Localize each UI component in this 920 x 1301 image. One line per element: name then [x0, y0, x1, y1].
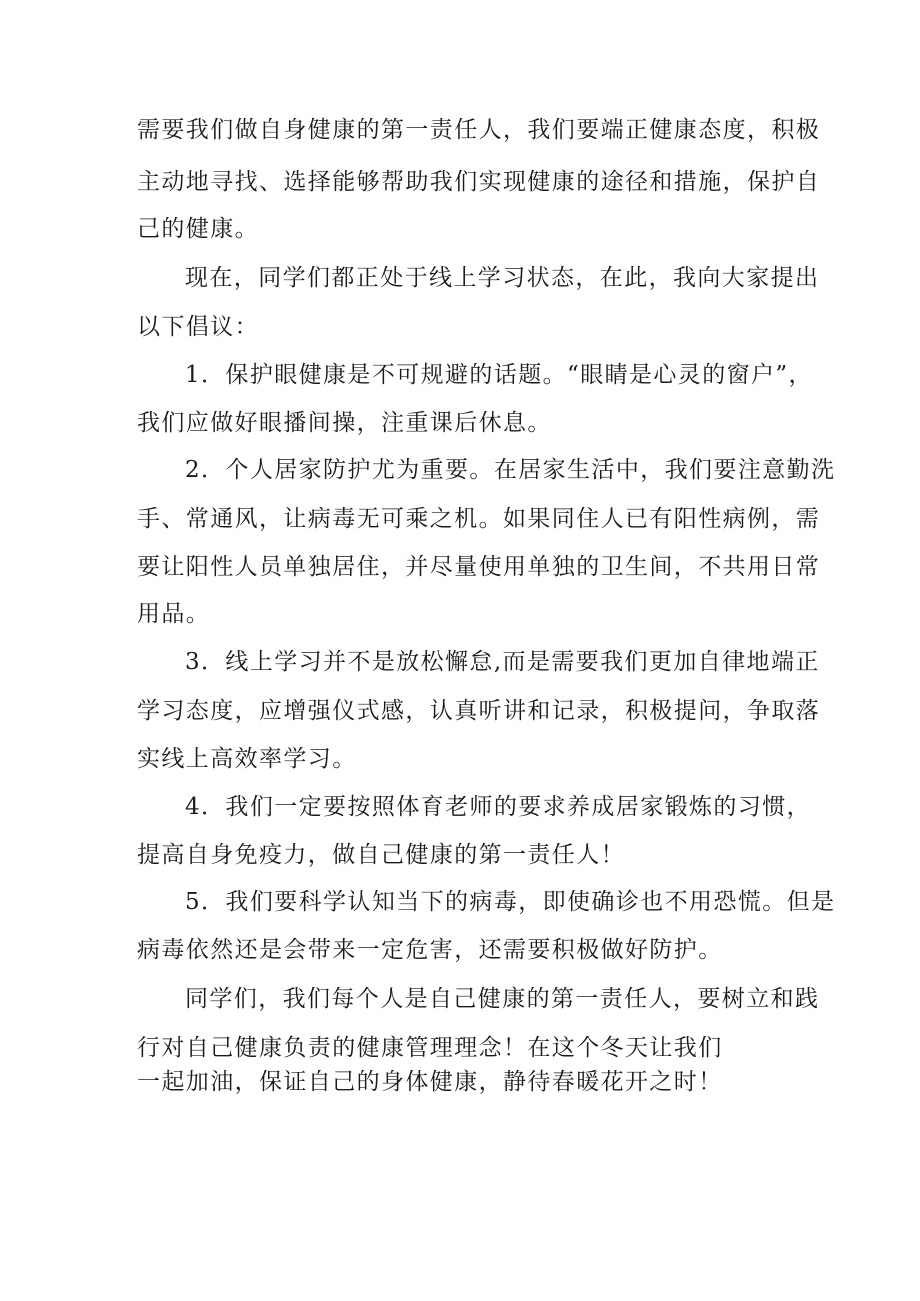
text-line: 己的健康。	[137, 216, 259, 242]
text-line: 主动地寻找、选择能够帮助我们实现健康的途径和措施，保护自	[137, 169, 821, 195]
text-line: 一起加油，保证自己的身体健康，静待春暖花开之时！	[137, 1069, 723, 1095]
text-line: 要让阳性人员单独居住，并尽量使用单独的卫生间，不共用日常	[137, 554, 821, 580]
text-line: 1．保护眼健康是不可规避的话题。“眼睛是心灵的窗户”，	[185, 362, 813, 388]
text-line: 我们应做好眼播间操，注重课后休息。	[137, 410, 552, 436]
text-line: 5．我们要科学认知当下的病毒，即使确诊也不用恐慌。但是	[185, 889, 836, 915]
text-line: 手、常通风，让病毒无可乘之机。如果同住人已有阳性病例，需	[137, 506, 821, 532]
text-line: 现在，同学们都正处于线上学习状态，在此，我向大家提出	[185, 265, 820, 291]
text-line: 4．我们一定要按照体育老师的要求养成居家锻炼的习惯，	[185, 794, 812, 820]
text-line: 3．线上学习并不是放松懈怠,而是需要我们更加自律地端正	[185, 649, 820, 675]
text-line: 病毒依然还是会带来一定危害，还需要积极做好防护。	[137, 937, 723, 963]
text-line: 用品。	[137, 601, 211, 627]
text-line: 学习态度，应增强仪式感，认真听讲和记录，积极提问，争取落	[137, 698, 821, 724]
text-line: 实线上高效率学习。	[137, 746, 357, 772]
text-line: 提高自身免疫力，做自己健康的第一责任人！	[137, 842, 625, 868]
text-line: 2．个人居家防护尤为重要。在居家生活中，我们要注意勤洗	[185, 457, 836, 483]
text-line: 以下倡议：	[137, 314, 259, 340]
text-line: 同学们，我们每个人是自己健康的第一责任人，要树立和践	[185, 986, 820, 1012]
text-line: 行对自己健康负责的健康管理理念！在这个冬天让我们	[137, 1035, 723, 1061]
text-line: 需要我们做自身健康的第一责任人，我们要端正健康态度，积极	[137, 117, 821, 143]
